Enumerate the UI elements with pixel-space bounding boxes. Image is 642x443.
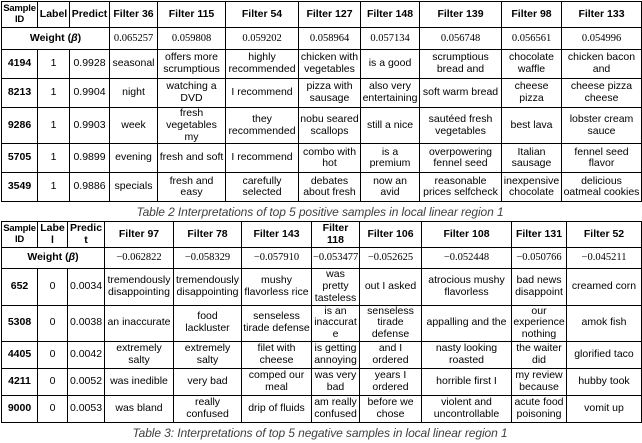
- sample-row: [2, 305, 642, 341]
- weight-value-cell: −0.050766: [512, 248, 567, 269]
- label-cell: 1: [38, 173, 70, 202]
- phrase-cell: I recommend: [226, 79, 299, 108]
- weight-value-cell: −0.053477: [312, 248, 360, 269]
- phrase-cell: acute food poisoning: [512, 395, 567, 422]
- phrase-cell: fresh and easy: [158, 173, 226, 202]
- label-cell: 0: [38, 395, 68, 422]
- column-header: Filter 127: [299, 2, 361, 28]
- weight-label-cell: Weight (β): [2, 248, 105, 269]
- predict-cell: 0.9899: [70, 144, 110, 173]
- sample-id-cell: 9000: [2, 395, 38, 422]
- sample-id-cell: 4211: [2, 368, 38, 395]
- column-header: Predict: [68, 222, 105, 248]
- phrase-cell: appalling and the: [422, 305, 512, 341]
- column-header: Filter 52: [567, 222, 642, 248]
- phrase-cell: highly recommended: [226, 50, 299, 79]
- table-2-caption: Table 2 Interpretations of top 5 positive samples in local linear region 1: [136, 205, 504, 220]
- phrase-cell: bad news disappoint: [512, 269, 567, 305]
- column-header: Filter 97: [105, 222, 174, 248]
- phrase-cell: my review because: [512, 368, 567, 395]
- label-cell: 0: [38, 368, 68, 395]
- header-row: [2, 222, 642, 248]
- column-header: Filter 54: [226, 2, 299, 28]
- phrase-cell: now an avid: [361, 173, 420, 202]
- weight-value-cell: −0.057910: [242, 248, 312, 269]
- column-header: Sample ID: [2, 222, 38, 248]
- weight-value-cell: 0.059202: [226, 28, 299, 50]
- predict-cell: 0.0038: [68, 305, 105, 341]
- sample-row: [2, 269, 642, 305]
- phrase-cell: was pretty tasteless: [312, 269, 360, 305]
- phrase-cell: nobu seared scallops: [299, 108, 361, 144]
- sample-row: [2, 395, 642, 422]
- phrase-cell: and I ordered: [360, 341, 422, 368]
- phrase-cell: debates about fresh: [299, 173, 361, 202]
- phrase-cell: senseless tirade defense: [360, 305, 422, 341]
- phrase-cell: best lava: [502, 108, 562, 144]
- column-header: Filter 118: [312, 222, 360, 248]
- phrase-cell: pizza with sausage: [299, 79, 361, 108]
- column-header: Filter 133: [562, 2, 642, 28]
- weight-label-cell: Weight (β): [2, 28, 110, 50]
- predict-cell: 0.0034: [68, 269, 105, 305]
- phrase-cell: cheese pizza cheese: [562, 79, 642, 108]
- phrase-cell: chocolate waffle: [502, 50, 562, 79]
- column-header: Filter 143: [242, 222, 312, 248]
- phrase-cell: mushy flavorless rice: [242, 269, 312, 305]
- phrase-cell: our experience nothing: [513, 304, 565, 340]
- phrase-cell: the waiter did: [512, 341, 567, 368]
- column-header: Filter 139: [420, 2, 502, 28]
- phrase-cell: is a premium: [361, 144, 420, 173]
- sample-row: [2, 50, 642, 79]
- label-cell: 1: [38, 144, 70, 173]
- sample-row: [2, 108, 642, 144]
- sample-id-cell: 652: [2, 269, 38, 305]
- phrase-cell: drip of fluids: [242, 395, 312, 422]
- weight-value-cell: −0.045211: [567, 248, 642, 269]
- sample-id-cell: 5308: [2, 305, 38, 341]
- weight-value-cell: 0.057134: [361, 28, 420, 50]
- weight-value-cell: 0.056748: [420, 28, 502, 50]
- phrase-cell: really confused: [174, 395, 242, 422]
- label-cell: 1: [38, 79, 70, 108]
- table-3-caption: Table 3: Interpretations of top 5 negative samples in local linear region 1: [132, 425, 508, 440]
- sample-row: [2, 173, 642, 202]
- phrase-cell: Italian sausage: [502, 144, 562, 173]
- predict-cell: 0.0042: [68, 341, 105, 368]
- weight-value-cell: −0.062822: [105, 248, 174, 269]
- phrase-cell: was inedible: [105, 368, 174, 395]
- weight-row: [2, 28, 642, 50]
- phrase-cell: inexpensive chocolate: [502, 173, 562, 202]
- predict-cell: 0.9903: [70, 108, 110, 144]
- phrase-cell: very bad: [174, 368, 242, 395]
- sample-id-cell: 4405: [2, 341, 38, 368]
- phrase-cell: overpowering fennel seed: [420, 144, 502, 173]
- predict-cell: 0.9886: [70, 173, 110, 202]
- column-header: Sample ID: [2, 2, 38, 28]
- phrase-cell: night: [110, 79, 158, 108]
- header-row: [2, 2, 642, 28]
- sample-id-cell: 4194: [2, 50, 38, 79]
- column-header: Filter 78: [174, 222, 242, 248]
- weight-value-cell: 0.058964: [299, 28, 361, 50]
- sample-row: [2, 144, 642, 173]
- phrase-cell: fresh vegetables my: [158, 108, 226, 144]
- phrase-cell: horrible first I: [422, 368, 512, 395]
- phrase-cell: I recommend: [226, 144, 299, 173]
- sample-row: [2, 341, 642, 368]
- column-header: Filter 98: [502, 2, 562, 28]
- phrase-cell: vomit up: [567, 395, 642, 422]
- phrase-cell: before we chose: [360, 395, 422, 422]
- phrase-cell: soft warm bread: [420, 79, 502, 108]
- phrase-cell: combo with hot: [299, 144, 361, 173]
- phrase-cell: atrocious mushy flavorless: [422, 269, 512, 305]
- phrase-cell: they recommended: [226, 108, 299, 144]
- phrase-cell: an inaccurate: [105, 305, 174, 341]
- phrase-cell: years I ordered: [360, 368, 422, 395]
- phrase-cell: tremendously disappointing: [105, 269, 174, 305]
- phrase-cell: offers more scrumptious: [158, 50, 226, 79]
- phrase-cell: scrumptious bread and: [420, 50, 502, 79]
- column-header: Filter 108: [422, 222, 512, 248]
- label-cell: 1: [38, 108, 70, 144]
- phrase-cell: also very entertaining: [361, 79, 420, 108]
- column-header: Filter 106: [360, 222, 422, 248]
- phrase-cell: was bland: [105, 395, 174, 422]
- phrase-cell: still a nice: [361, 108, 420, 144]
- phrase-cell: reasonable prices selfcheck: [420, 173, 502, 202]
- weight-value-cell: −0.058329: [174, 248, 242, 269]
- sample-row: [2, 368, 642, 395]
- phrase-cell: chicken with vegetables: [299, 50, 361, 79]
- sample-id-cell: 9286: [2, 108, 38, 144]
- phrase-cell: carefully selected: [226, 173, 299, 202]
- phrase-cell: senseless tirade defense: [242, 305, 312, 341]
- phrase-cell: delicious oatmeal cookies: [562, 173, 642, 202]
- weight-value-cell: 0.054996: [562, 28, 642, 50]
- sample-id-cell: 8213: [2, 79, 38, 108]
- negative-samples-table: [1, 221, 642, 423]
- phrase-cell: cheese pizza: [502, 79, 562, 108]
- phrase-cell: was very bad: [312, 368, 360, 395]
- phrase-cell: is getting annoying: [312, 341, 360, 368]
- phrase-cell: am really confused: [312, 395, 360, 422]
- phrase-cell: amok fish: [567, 305, 642, 341]
- phrase-cell: evening: [110, 144, 158, 173]
- predict-cell: 0.9928: [70, 50, 110, 79]
- predict-cell: 0.0053: [68, 395, 105, 422]
- phrase-cell: creamed corn: [567, 269, 642, 305]
- phrase-cell: fresh and soft: [158, 144, 226, 173]
- sample-id-cell: 3549: [2, 173, 38, 202]
- phrase-cell: fennel seed flavor: [562, 144, 642, 173]
- phrase-cell: is an inaccurate: [312, 305, 360, 341]
- phrase-cell: seasonal: [110, 50, 158, 79]
- weight-value-cell: 0.059808: [158, 28, 226, 50]
- phrase-cell: is a good: [361, 50, 420, 79]
- column-header: Predict: [70, 2, 110, 28]
- phrase-cell: tremendously disappointing: [174, 269, 242, 305]
- column-header: Filter 36: [110, 2, 158, 28]
- label-cell: 0: [38, 305, 68, 341]
- predict-cell: 0.9904: [70, 79, 110, 108]
- phrase-cell: extremely salty: [105, 341, 174, 368]
- weight-value-cell: 0.056561: [502, 28, 562, 50]
- phrase-cell: glorified taco: [567, 341, 642, 368]
- column-header: Filter 131: [512, 222, 567, 248]
- label-cell: 0: [38, 341, 68, 368]
- column-header: Filter 115: [158, 2, 226, 28]
- phrase-cell: specials: [110, 173, 158, 202]
- phrase-cell: lobster cream sauce: [562, 108, 642, 144]
- sample-id-cell: 5705: [2, 144, 38, 173]
- phrase-cell: food lackluster: [174, 305, 242, 341]
- phrase-cell: week: [110, 108, 158, 144]
- phrase-cell: sautéed fresh vegetables: [420, 108, 502, 144]
- weight-value-cell: −0.052448: [422, 248, 512, 269]
- phrase-cell: extremely salty: [174, 341, 242, 368]
- weight-value-cell: −0.052625: [360, 248, 422, 269]
- sample-row: [2, 79, 642, 108]
- phrase-cell: out I asked: [360, 269, 422, 305]
- phrase-cell: watching a DVD: [158, 79, 226, 108]
- predict-cell: 0.0052: [68, 368, 105, 395]
- weight-row: [2, 248, 642, 269]
- phrase-cell: comped our meal: [242, 368, 312, 395]
- weight-value-cell: 0.065257: [110, 28, 158, 50]
- phrase-cell: hubby took: [567, 368, 642, 395]
- label-cell: 0: [38, 269, 68, 305]
- column-header: Label: [38, 2, 70, 28]
- column-header: Filter 148: [361, 2, 420, 28]
- phrase-cell: chicken bacon and: [562, 50, 642, 79]
- column-header: Label: [38, 222, 68, 248]
- phrase-cell: violent and uncontrollable: [422, 395, 512, 422]
- label-cell: 1: [38, 50, 70, 79]
- phrase-cell: nasty looking roasted: [422, 341, 512, 368]
- positive-samples-table: [1, 1, 642, 202]
- phrase-cell: filet with cheese: [242, 341, 312, 368]
